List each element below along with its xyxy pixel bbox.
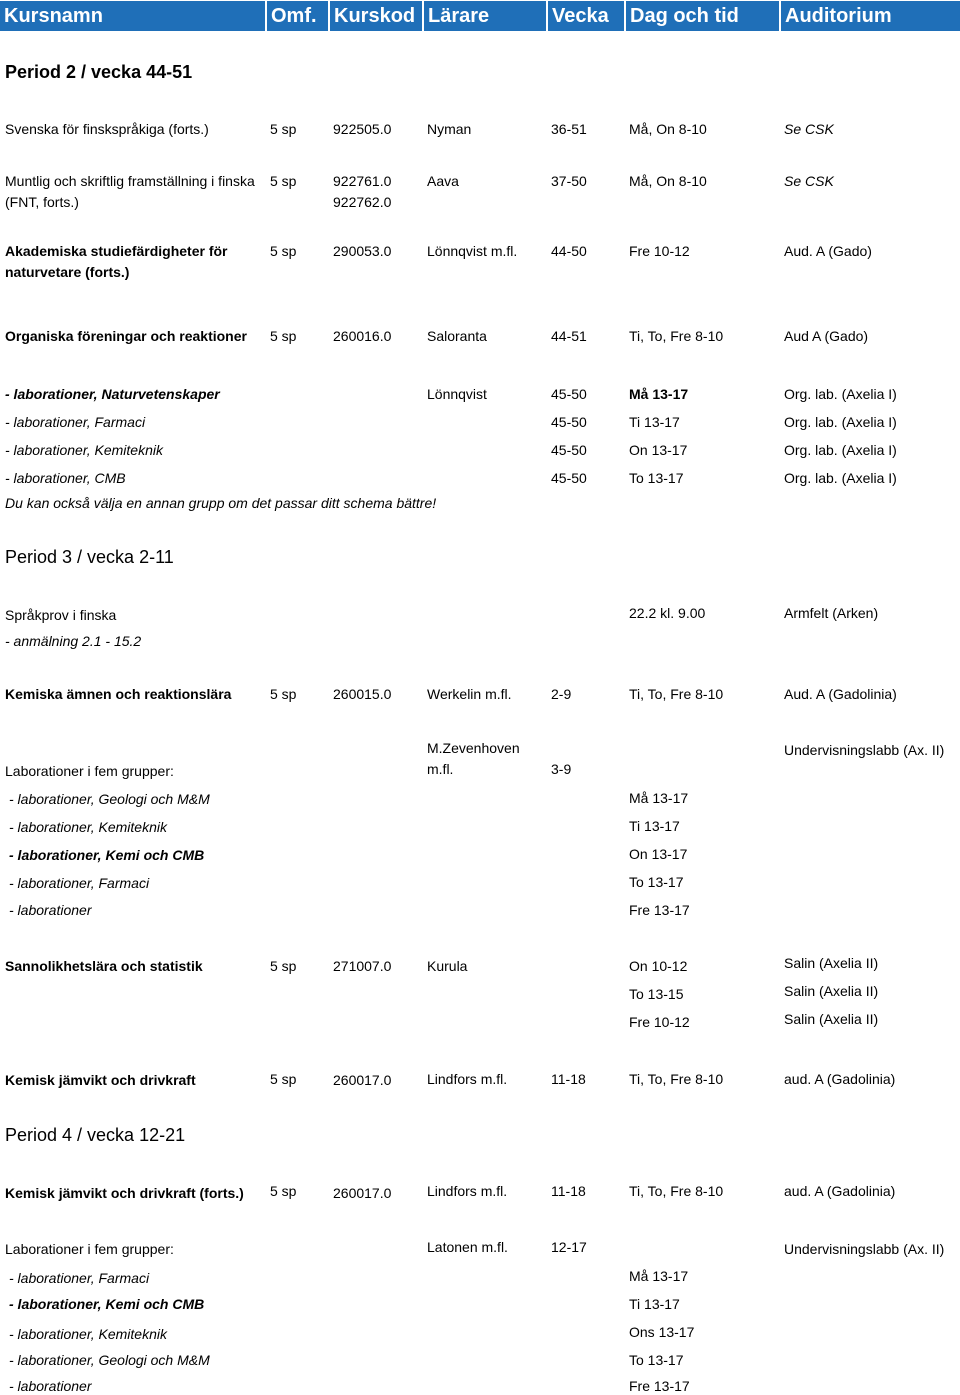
- lab-time: Må 13-17: [629, 790, 689, 806]
- course-name-cont: naturvetare (forts.): [5, 264, 130, 280]
- course-room: Aud A (Gado): [784, 328, 869, 344]
- lab-teacher: Latonen m.fl.: [427, 1239, 508, 1255]
- lab-name: - laborationer: [9, 902, 92, 918]
- course-code: 260015.0: [333, 686, 392, 702]
- lab-time: To 13-17: [629, 470, 684, 486]
- course-name: Språkprov i finska: [5, 607, 117, 623]
- course-time: Ti, To, Fre 8-10: [629, 328, 724, 344]
- lab-time: On 13-17: [629, 846, 688, 862]
- period-3-title: Period 3 / vecka 2-11: [5, 547, 174, 567]
- course-name: Kemiska ämnen och reaktionslära: [5, 686, 232, 702]
- header-auditorium: Auditorium: [781, 1, 960, 31]
- lab-time: Ti 13-17: [629, 1296, 680, 1312]
- course-time: 22.2 kl. 9.00: [629, 605, 706, 621]
- course-room: Salin (Axelia II): [784, 1011, 879, 1027]
- period-2-title: Period 2 / vecka 44-51: [5, 62, 193, 82]
- course-code: 271007.0: [333, 958, 392, 974]
- course-credits: 5 sp: [270, 686, 297, 702]
- course-teacher: Werkelin m.fl.: [427, 686, 512, 702]
- lab-room: Org. lab. (Axelia I): [784, 386, 897, 402]
- course-teacher: Lindfors m.fl.: [427, 1071, 508, 1087]
- lab-week: 3-9: [551, 761, 572, 777]
- table-header: [0, 0, 960, 32]
- course-name: Sannolikhetslära och statistik: [5, 958, 203, 974]
- course-teacher: Nyman: [427, 121, 472, 137]
- lab-room: Undervisningslabb (Ax. II): [784, 742, 945, 758]
- lab-name: - laborationer, Kemiteknik: [9, 819, 167, 835]
- course-credits: 5 sp: [270, 328, 297, 344]
- course-code-2: 922762.0: [333, 194, 392, 210]
- lab-time: Ti 13-17: [629, 414, 680, 430]
- header-vecka: Vecka: [548, 1, 626, 31]
- course-teacher: Saloranta: [427, 328, 487, 344]
- course-credits: 5 sp: [270, 243, 297, 259]
- course-credits: 5 sp: [270, 1183, 297, 1199]
- course-name: Akademiska studiefärdigheter för: [5, 243, 228, 259]
- course-credits: 5 sp: [270, 173, 297, 189]
- course-teacher: Lindfors m.fl.: [427, 1183, 508, 1199]
- lab-name: - laborationer, Kemi och CMB: [9, 1296, 205, 1312]
- lab-week: 45-50: [551, 386, 587, 402]
- course-name: Muntlig och skriftlig framställning i finska: [5, 173, 255, 189]
- course-time: Må, On 8-10: [629, 173, 707, 189]
- lab-time: On 13-17: [629, 442, 688, 458]
- course-room: aud. A (Gadolinia): [784, 1071, 896, 1087]
- lab-time: To 13-17: [629, 874, 684, 890]
- course-week: 44-50: [551, 243, 587, 259]
- lab-time: Fre 13-17: [629, 902, 690, 918]
- header-dag-och-tid: Dag och tid: [626, 1, 781, 31]
- course-time: Ti, To, Fre 8-10: [629, 1183, 724, 1199]
- course-name: Organiska föreningar och reaktioner: [5, 328, 247, 344]
- course-code: 922761.0: [333, 173, 392, 189]
- lab-time: Må 13-17: [629, 386, 689, 402]
- lab-name: - laborationer: [9, 1378, 92, 1394]
- course-time: Ti, To, Fre 8-10: [629, 686, 724, 702]
- lab-week: 45-50: [551, 470, 587, 486]
- lab-name: - laborationer, Farmaci: [5, 414, 146, 430]
- lab-group-name: Laborationer i fem grupper:: [5, 763, 174, 779]
- header-kursnamn: Kursnamn: [0, 1, 267, 31]
- lab-name: - laborationer, CMB: [5, 470, 126, 486]
- course-name: Kemisk jämvikt och drivkraft (forts.): [5, 1185, 244, 1201]
- course-time: Fre 10-12: [629, 1014, 690, 1030]
- course-name-cont: (FNT, forts.): [5, 194, 79, 210]
- course-code: 260017.0: [333, 1185, 392, 1201]
- lab-room: Org. lab. (Axelia I): [784, 442, 897, 458]
- course-code: 260016.0: [333, 328, 392, 344]
- lab-room: Org. lab. (Axelia I): [784, 470, 897, 486]
- course-credits: 5 sp: [270, 958, 297, 974]
- period-4-title: Period 4 / vecka 12-21: [5, 1125, 186, 1145]
- course-code: 922505.0: [333, 121, 392, 137]
- course-time: Fre 10-12: [629, 243, 690, 259]
- lab-time: Må 13-17: [629, 1268, 689, 1284]
- course-teacher: Aava: [427, 173, 459, 189]
- course-code: 260017.0: [333, 1072, 392, 1088]
- lab-name: - laborationer, Geologi och M&M: [9, 791, 210, 807]
- course-room: Aud. A (Gadolinia): [784, 686, 897, 702]
- course-week: 37-50: [551, 173, 587, 189]
- course-name: Kemisk jämvikt och drivkraft: [5, 1072, 196, 1088]
- lab-name: - laborationer, Geologi och M&M: [9, 1352, 210, 1368]
- course-time: To 13-15: [629, 986, 684, 1002]
- lab-teacher-cont: m.fl.: [427, 761, 454, 777]
- lab-name: - laborationer, Kemiteknik: [9, 1326, 167, 1342]
- lab-time: Ons 13-17: [629, 1324, 695, 1340]
- course-room: Salin (Axelia II): [784, 955, 879, 971]
- lab-time: Fre 13-17: [629, 1378, 690, 1394]
- course-week: 44-51: [551, 328, 587, 344]
- course-time: Må, On 8-10: [629, 121, 707, 137]
- course-time: On 10-12: [629, 958, 688, 974]
- header-larare: Lärare: [424, 1, 548, 31]
- lab-name: - laborationer, Farmaci: [9, 1270, 150, 1286]
- lab-name: - laborationer, Kemi och CMB: [9, 847, 205, 863]
- lab-time: To 13-17: [629, 1352, 684, 1368]
- course-teacher: Lönnqvist m.fl.: [427, 243, 518, 259]
- course-room: aud. A (Gadolinia): [784, 1183, 896, 1199]
- lab-time: Ti 13-17: [629, 818, 680, 834]
- lab-week: 45-50: [551, 442, 587, 458]
- course-code: 290053.0: [333, 243, 392, 259]
- lab-teacher: M.Zevenhoven: [427, 740, 520, 756]
- course-name: Svenska för finskspråkiga (forts.): [5, 121, 209, 137]
- course-week: 11-18: [551, 1071, 586, 1087]
- schedule-note: Du kan också välja en annan grupp om det passar ditt schema bättre!: [5, 495, 437, 511]
- lab-room: Org. lab. (Axelia I): [784, 414, 897, 430]
- course-credits: 5 sp: [270, 1071, 297, 1087]
- lab-room: Undervisningslabb (Ax. II): [784, 1241, 945, 1257]
- header-omf: Omf.: [267, 1, 330, 31]
- course-room: Se CSK: [784, 121, 834, 137]
- course-room: Armfelt (Arken): [784, 605, 879, 621]
- course-subnote: - anmälning 2.1 - 15.2: [5, 633, 142, 649]
- course-week: 11-18: [551, 1183, 586, 1199]
- course-room: Salin (Axelia II): [784, 983, 879, 999]
- course-time: Ti, To, Fre 8-10: [629, 1071, 724, 1087]
- lab-week: 45-50: [551, 414, 587, 430]
- course-teacher: Kurula: [427, 958, 468, 974]
- lab-week: 12-17: [551, 1239, 587, 1255]
- course-week: 2-9: [551, 686, 572, 702]
- header-kurskod: Kurskod: [330, 1, 424, 31]
- course-week: 36-51: [551, 121, 587, 137]
- lab-name: - laborationer, Naturvetenskaper: [5, 386, 220, 402]
- lab-group-name: Laborationer i fem grupper:: [5, 1241, 174, 1257]
- course-credits: 5 sp: [270, 121, 297, 137]
- course-room: Aud. A (Gado): [784, 243, 872, 259]
- lab-name: - laborationer, Farmaci: [9, 875, 150, 891]
- lab-name: - laborationer, Kemiteknik: [5, 442, 163, 458]
- course-room: Se CSK: [784, 173, 834, 189]
- lab-teacher: Lönnqvist: [427, 386, 487, 402]
